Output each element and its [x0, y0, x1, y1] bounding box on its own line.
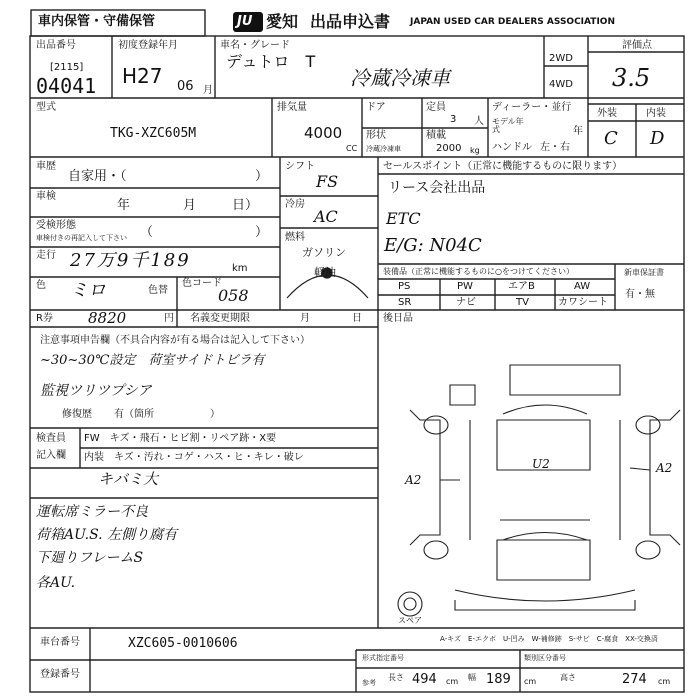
displacement-label: 排気量	[277, 102, 307, 113]
defect-line-2: 荷箱AU.S. 左側り腐有	[36, 527, 178, 543]
defect-line-1: 運転席ミラー不良	[36, 504, 148, 520]
fuel-value: ガソリン	[302, 246, 346, 259]
form-title: 出品申込書	[310, 12, 391, 31]
chassis-label: 車台番号	[40, 637, 80, 648]
repair-value: 有（箇所	[114, 409, 154, 420]
equipment-airbag: エアB	[508, 281, 535, 292]
warranty-label: 新車保証書	[624, 268, 664, 277]
mileage-label: 走行	[36, 250, 56, 261]
inspector-sub-label: 記入欄	[36, 450, 66, 461]
name-change-month: 月	[300, 313, 310, 324]
width-label: 幅	[468, 673, 476, 682]
inspector-handwritten: キバミ大	[98, 470, 159, 488]
ac-label: 冷房	[285, 199, 305, 210]
damage-legend: A-キズ E-エクボ U-凹み W-補修跡 S-サビ C-腐食 XX-交換済	[440, 635, 658, 643]
reg-year: H27	[122, 64, 163, 88]
notes-line-1: ~30~30℃設定 荷室サイドトビラ有	[40, 353, 265, 368]
car-model: デュトロ T	[226, 52, 316, 71]
type-value: TKG-XZC605M	[110, 126, 197, 141]
door-label: ドア	[366, 102, 386, 113]
model-year-label: モデル年式	[492, 117, 524, 134]
equipment-label: 装備品（正常に機能するものに○をつけてください）	[383, 267, 574, 276]
selling-points-typed: リース会社出品	[388, 180, 486, 196]
displacement-unit: CC	[346, 144, 358, 153]
fuel-option: 軽油	[314, 266, 336, 279]
interior-label: 内装	[646, 108, 666, 119]
inspector-interior-line: 内装 キズ・汚れ・コゲ・ハス・ヒ・キレ・破レ	[84, 452, 304, 463]
lot-number: 04041	[36, 74, 97, 98]
equipment-ps: PS	[398, 281, 411, 292]
load-unit: kg	[470, 146, 480, 155]
logo-region: 愛知	[266, 12, 299, 31]
length-label: 長さ	[388, 673, 404, 682]
type-label: 型式	[36, 102, 56, 113]
width-value: 189	[486, 672, 511, 687]
color-code-label: 色コード	[182, 278, 222, 289]
inspection-year-unit: 年	[117, 198, 131, 213]
capacity-value: 3	[450, 114, 457, 125]
receipt-close: ）	[255, 225, 269, 240]
eval-label: 評価点	[622, 40, 652, 51]
notes-line-2: 監視ツリツプシア	[40, 383, 152, 399]
drive-2wd: 2WD	[549, 53, 573, 64]
capacity-unit: 人	[474, 116, 484, 127]
dealer-label: ディーラー・並行	[492, 102, 572, 113]
ac-value: AC	[314, 207, 338, 226]
equipment-sr: SR	[398, 297, 412, 308]
reg-label: 初度登録年月	[118, 40, 178, 51]
equipment-aw: AW	[574, 281, 591, 292]
history-close: ）	[255, 169, 269, 184]
lot-sub-code: [2115]	[50, 62, 84, 73]
equipment-navi: ナビ	[456, 297, 476, 308]
length-value: 494	[412, 672, 437, 687]
registration-no-label: 登録番号	[40, 669, 80, 680]
width-unit: cm	[524, 677, 537, 686]
length-unit: cm	[446, 677, 459, 686]
interior-grade: D	[650, 128, 665, 149]
defect-line-3: 下廻りフレームS	[36, 550, 144, 566]
displacement-value: 4000	[304, 124, 343, 142]
exterior-grade: C	[604, 128, 618, 149]
notes-label: 注意事項申告欄（不具合内容が有る場合は記入して下さい）	[40, 335, 310, 346]
shape-value: 冷蔵冷凍車	[366, 145, 401, 153]
mileage-value: 27万9千189	[70, 250, 191, 271]
color-replace-label: 色替	[148, 285, 168, 296]
height-label: 高さ	[560, 673, 576, 682]
color-label: 色	[36, 280, 46, 291]
exterior-label: 外装	[597, 108, 617, 119]
reg-month-unit: 月	[203, 85, 213, 96]
selling-points-label: セールスポイント（正常に機能するものに限ります）	[383, 161, 623, 172]
reg-month: 06	[177, 79, 194, 94]
warranty-value: 有・無	[625, 289, 655, 300]
handle-value: 左・右	[540, 142, 570, 153]
receipt-open: （	[140, 225, 154, 240]
diagram-mark-right: A2	[656, 461, 673, 475]
class-number-label: 類別区分番号	[524, 654, 566, 662]
post-install-label: 後日品	[383, 313, 413, 324]
history-label: 車歴	[36, 161, 56, 172]
capacity-label: 定員	[426, 102, 446, 113]
drive-4wd: 4WD	[549, 79, 573, 90]
eval-score: 3.5	[612, 64, 651, 92]
load-label: 積載	[426, 130, 446, 141]
recycle-unit: 円	[164, 313, 174, 324]
inspector-label: 検査員	[36, 433, 66, 444]
repair-label: 修復歴	[62, 409, 92, 420]
height-unit: cm	[658, 677, 671, 686]
mileage-unit: km	[232, 263, 248, 274]
car-grade-handwritten: 冷蔵冷凍車	[350, 66, 450, 90]
inspector-fw-line: FW キズ・飛石・ヒビ割・リペア跡・X要	[84, 433, 277, 444]
chassis-value: XZC605-0010606	[128, 636, 238, 651]
equipment-seat: カワシート	[558, 297, 608, 308]
recycle-value: 8820	[88, 309, 127, 327]
name-change-label: 名義変更期限	[190, 313, 250, 324]
logo-mark: JU	[237, 14, 253, 29]
model-year-unit: 年	[573, 126, 583, 137]
car-damage-diagram	[398, 365, 680, 616]
spare-label: スペア	[398, 616, 422, 625]
car-name-label: 車名・グレード	[220, 40, 290, 51]
diagram-mark-left: A2	[405, 473, 422, 487]
selling-point-2: E/G: N04C	[384, 235, 482, 256]
load-value: 2000	[436, 143, 462, 154]
inspection-day-unit: 日）	[232, 198, 259, 213]
lot-label: 出品番号	[36, 40, 76, 51]
history-value: 自家用・（	[68, 169, 127, 184]
shape-label: 形状	[366, 130, 386, 141]
shift-value: FS	[316, 172, 339, 191]
fuel-label: 燃料	[285, 232, 305, 243]
receipt-label: 受検形態	[36, 220, 76, 231]
recycle-label: R券	[36, 313, 53, 324]
defect-line-4: 各AU.	[36, 575, 76, 591]
selling-point-1: ETC	[386, 209, 421, 228]
spec-number-label: 形式指定番号	[362, 654, 404, 662]
inspection-label: 車検	[36, 191, 56, 202]
repair-close: ）	[210, 409, 220, 420]
storage-label: 車内保管・守備保管	[38, 14, 156, 29]
shift-label: シフト	[285, 161, 315, 172]
receipt-sub: 車検付きの再記入して下さい	[36, 234, 127, 242]
association-name: JAPAN USED CAR DEALERS ASSOCIATION	[410, 17, 615, 27]
name-change-day: 日	[352, 313, 362, 324]
ref-label: 参考	[362, 679, 376, 687]
equipment-pw: PW	[457, 281, 473, 292]
diagram-mark-roof: U2	[532, 457, 550, 471]
color-code-value: 058	[218, 286, 249, 305]
height-value: 274	[622, 672, 647, 687]
equipment-tv: TV	[516, 297, 529, 308]
handle-label: ハンドル	[492, 142, 532, 153]
color-value: ミロ	[70, 280, 106, 301]
inspection-month-unit: 月	[183, 198, 197, 213]
